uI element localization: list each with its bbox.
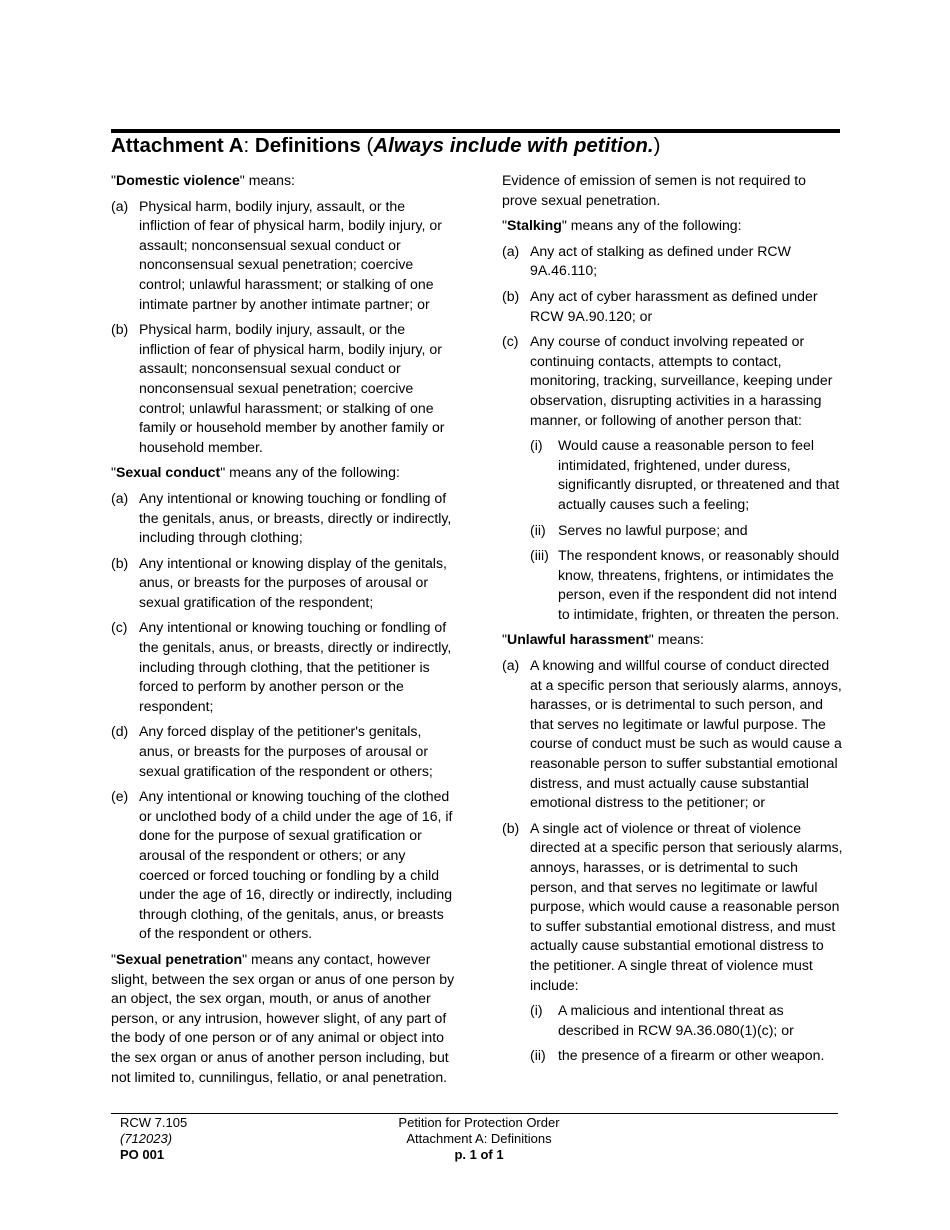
uh-item-a: (a) A knowing and willful course of conduct directed at a specific person that seriously alarms, annoys, harasses, or is detrimental to such person, and that serves no legitimate or lawful purpose. The course of conduct must be such as would cause a reasonable person to suffer substantial emotional distress, and must actually cause substantial emotional distress to the petitioner; or	[502, 657, 842, 811]
st-item-a: (a) Any act of stalking as defined under RCW 9A.46.110;	[502, 242, 791, 279]
term-stalking: Stalking	[507, 217, 562, 234]
term-sexual-conduct: Sexual conduct	[116, 464, 221, 481]
footer-rule	[111, 1113, 838, 1114]
footer-rcw: RCW 7.105	[120, 1115, 188, 1130]
st-item-b: (b) Any act of cyber harassment as defined under RCW 9A.90.120; or	[502, 287, 818, 324]
footer-form-number: PO 001	[120, 1147, 165, 1162]
right-column	[502, 171, 844, 1072]
footer-revision: (712023)	[120, 1131, 173, 1146]
definition-sexual-penetration: "Sexual penetration" means any contact, however slight, between the sex organ or anus of one person by an object, the sex organ, mouth, or anus of another person, or any intrusion, however slight, of any part of the body of one person or of any animal or object into the sex organ or anus of another person including, but not limited to, cunnilingus, fellatio, or anal penetration.	[111, 950, 455, 1085]
definition-stalking: "Stalking" means any of the following:	[502, 217, 742, 234]
st-item-c-iii: (iii) The respondent knows, or reasonably should know, threatens, frightens, or intimidates the person, even if the respondent did not intend to intimidate, frighten, or threaten the person.	[530, 547, 840, 622]
term-domestic-violence: Domestic violence	[116, 172, 240, 188]
st-item-c-ii: (ii) Serves no lawful purpose; and	[530, 521, 748, 538]
uh-item-b-i: (i) A malicious and intentional threat as described in RCW 9A.36.080(1)(c); or	[530, 1002, 794, 1038]
sc-item-c: (c) Any intentional or knowing touching or fondling of the genitals, anus, or breasts, directly or indirectly, including through clothing, that the petitioner is forced to perform by another person or the respondent;	[111, 619, 452, 714]
sc-item-b: (b) Any intentional or knowing display of the genitals, anus, or breasts for the purposes of arousal or sexual gratification of the respondent;	[111, 554, 447, 610]
top-rule	[111, 129, 840, 133]
left-column	[111, 171, 456, 1093]
sc-item-e: (e) Any intentional or knowing touching of the clothed or unclothed body of a child under the age of 16, if done for the purpose of sexual gratification or arousal of the respondent or others; or any coerced or forced touching or fondling by a child under the age of 16, directly or indirectly, including through clothing, of the genitals, anus, or breasts of the respondent or others.	[111, 788, 453, 942]
uh-item-b-ii: (ii) the presence of a firearm or other weapon.	[530, 1047, 825, 1064]
footer-doc-subtitle: Attachment A: Definitions	[406, 1131, 552, 1146]
term-sexual-penetration: Sexual penetration	[116, 950, 243, 967]
sc-item-d: (d) Any forced display of the petitioner's genitals, anus, or breasts for the purposes of arousal or sexual gratification of the respondent or others;	[111, 723, 433, 779]
dv-item-b: (b) Physical harm, bodily injury, assault, or the infliction of fear of physical harm, bodily injury, or assault; nonconsensual sexual conduct or nonconsensual sexual penetration; coercive control; unlawful harassment; or stalking of one family or household member by another family or household member.	[111, 321, 445, 455]
definition-domestic-violence: "Domestic violence" means:	[111, 172, 295, 188]
term-unlawful-harassment: Unlawful harassment	[507, 631, 649, 648]
footer-doc-title: Petition for Protection Order	[398, 1115, 560, 1130]
st-item-c: (c) Any course of conduct involving repeated or continuing contacts, attempts to contact, monitoring, tracking, surveillance, keeping under observation, disrupting activities in a harassing manner, or following of another person that:	[502, 333, 833, 428]
footer-center	[330, 1115, 628, 1163]
definition-sexual-conduct: "Sexual conduct" means any of the following:	[111, 464, 400, 481]
definition-unlawful-harassment: "Unlawful harassment" means:	[502, 631, 704, 648]
footer-left	[120, 1115, 187, 1163]
sc-item-a: (a) Any intentional or knowing touching or fondling of the genitals, anus, or breasts, directly or indirectly, including through clothing;	[111, 489, 452, 546]
page-title: Attachment A: Definitions (Always include with petition.)	[111, 134, 661, 157]
uh-item-b: (b) A single act of violence or threat of violence directed at a specific person that seriously alarms, annoys, harasses, or is detrimental to such person, and that serves no legitimate or lawful purpose, which would cause a reasonable person to suffer substantial emotional distress, and must actually cause substantial emotional distress to the petitioner. A single threat of violence must include:	[502, 819, 843, 993]
sexual-penetration-continued: Evidence of emission of semen is not required to prove sexual penetration.	[502, 172, 806, 208]
dv-item-a: (a) Physical harm, bodily injury, assault, or the infliction of fear of physical harm, bodily injury, or assault; nonconsensual sexual conduct or nonconsensual sexual penetration; coercive control; unlawful harassment; or stalking of one intimate partner by another intimate partner; or	[111, 197, 442, 312]
footer-page-number: p. 1 of 1	[454, 1147, 504, 1162]
st-item-c-i: (i) Would cause a reasonable person to feel intimidated, frightened, under duress, significantly disrupted, or threatened and that actually causes such a feeling;	[530, 437, 840, 512]
